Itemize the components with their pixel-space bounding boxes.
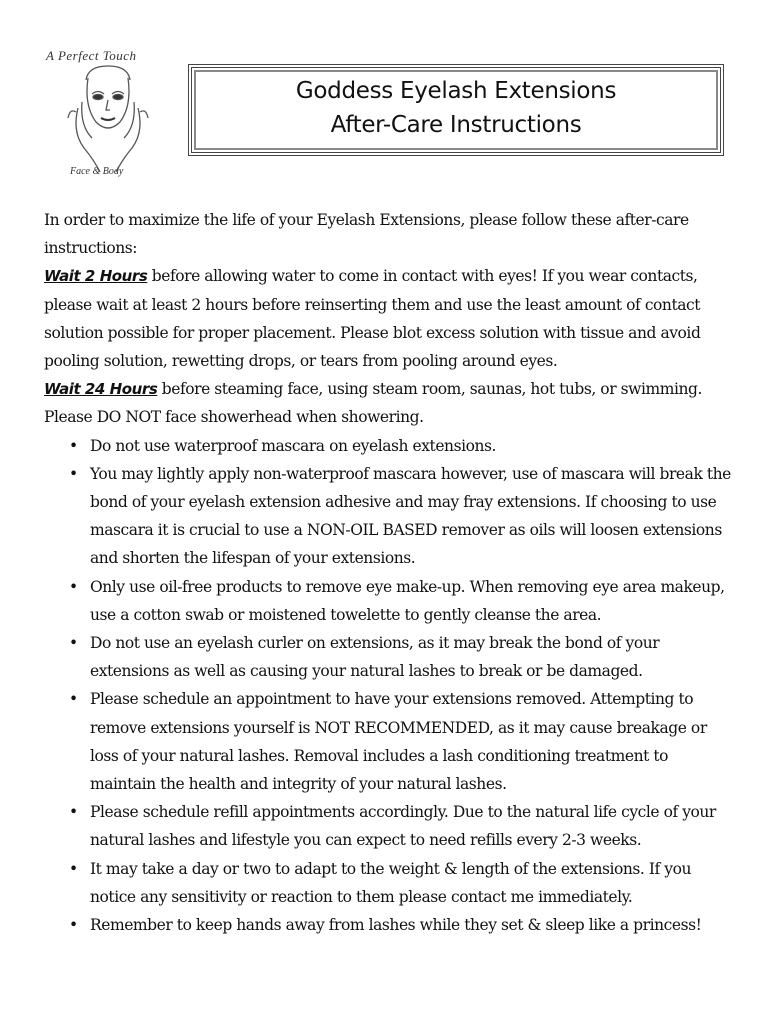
face-hands-illustration [58,62,158,172]
wait-2-hours-text: before allowing water to come in contact with eyes! If you wear contacts, please wait at least 2 hours before reinserting them and use the least amount of contact solution possible for proper placement. Please blot excess solution with tissue and avoid pooling solution, rewetting drops, or tears from pooling around eyes. [44,267,701,371]
list-item: • Do not use an eyelash curler on extensions, as it may break the bond of your extensions as well as causing your natural lashes to break or be damaged. [90,629,734,685]
list-item: • You may lightly apply non-waterproof mascara however, use of mascara will break the bond of your eyelash extension adhesive and may fray extensions. If choosing to use mascara it is crucial to use a NON-OIL BASED remover as oils will loosen extensions and shorten the lifespan of your extensions. [90,460,734,573]
wait-24-hours-text: before steaming face, using steam room, saunas, hot tubs, or swimming. Please DO NOT face showerhead when showering. [44,380,702,427]
document-subtitle: After-Care Instructions [330,112,582,138]
logo-tagline: Face & Body [70,166,124,177]
list-item: • It may take a day or two to adapt to the weight & length of the extensions. If you notice any sensitivity or reaction to them please contact me immediately. [90,855,734,911]
document-title: Goddess Eyelash Extensions [295,78,617,104]
wait-24-hours-label: Wait 24 Hours [44,380,158,399]
list-item: • Remember to keep hands away from lashes while they set & sleep like a princess! [90,911,734,939]
list-item: • Do not use waterproof mascara on eyelash extensions. [90,432,734,460]
wait-2-hours-paragraph [44,262,734,375]
instructions-body [44,206,734,939]
title-box [188,64,724,156]
list-item: • Please schedule an appointment to have your extensions removed. Attempting to remove extensions yourself is NOT RECOMMENDED, as it may cause breakage or loss of your natural lashes. Removal includes a lash conditioning treatment to maintain the health and integrity of your natural lashes. [90,685,734,798]
logo-brand-name: A Perfect Touch [46,48,137,63]
care-instructions-list [44,432,734,940]
wait-24-hours-paragraph [44,375,734,431]
list-item: • Please schedule refill appointments accordingly. Due to the natural life cycle of your natural lashes and lifestyle you can expect to need refills every 2-3 weeks. [90,798,734,854]
intro-paragraph: In order to maximize the life of your Eyelash Extensions, please follow these after-care instructions: [44,211,689,258]
wait-2-hours-label: Wait 2 Hours [44,267,148,286]
list-item: • Only use oil-free products to remove eye make-up. When removing eye area makeup, use a cotton swab or moistened towelette to gently cleanse the area. [90,573,734,629]
salon-logo [40,48,180,188]
